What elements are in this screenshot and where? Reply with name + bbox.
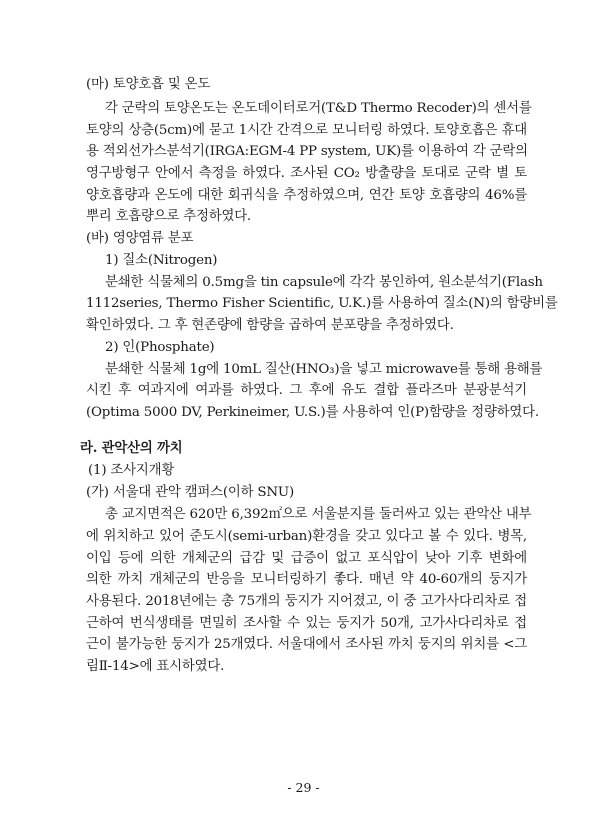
paragraph-line: 뿌리 호흡량으로 추정하였다. <box>86 209 251 224</box>
paragraph-line: 의한 까치 개체군의 반응을 모니터링하기 좋다. 매년 약 40-60개의 둥지가 <box>86 572 527 587</box>
paragraph-line: 림Ⅱ-14>에 표시하였다. <box>86 659 225 674</box>
paragraph-line: 각 군락의 토양온도는 온도데이터로거(T&D Thermo Recoder)의 센서를 <box>105 101 532 116</box>
paragraph-line: 총 교지면적은 620만 6,392㎡으로 서울분지를 둘러싸고 있는 관악산 내부 <box>105 507 532 522</box>
chapter-heading: 라. 관악산의 까치 <box>80 440 183 456</box>
paragraph-line: 1112series, Thermo Fisher Scientific, U.K.)를 사용하여 질소(N)의 함량비를 <box>86 296 558 311</box>
paragraph-line: 이입 등에 의한 개체군의 급감 및 급증이 없고 포식압이 낮아 기후 변화에 <box>86 551 527 566</box>
page-number: - 29 - <box>287 780 320 795</box>
paragraph-line: (Optima 5000 DV, Perkineimer, U.S.)를 사용하여 인(P)함량을 정량하였다. <box>86 405 539 420</box>
paragraph-line: 확인하였다. 그 후 현존량에 함량을 곱하여 분포량을 추정하였다. <box>86 318 454 333</box>
subsection-heading: (가) 서울대 관악 캠퍼스(이하 SNU) <box>86 485 294 500</box>
paragraph-line: 분쇄한 식물체 1g에 10mL 질산(HNO₃)을 넣고 microwave를 통해 용해를 <box>105 362 543 377</box>
paragraph-line: 용 적외선가스분석기(IRGA:EGM-4 PP system, UK)를 이용하여 각 군락의 <box>86 144 528 159</box>
paragraph-line: 사용된다. 2018년에는 총 75개의 둥지가 지어졌고, 이 중 고가사다리차로 접 <box>86 594 527 609</box>
section-heading: (바) 영양염류 분포 <box>86 231 194 246</box>
subsection-heading: 2) 인(Phosphate) <box>105 340 215 355</box>
section-heading: (마) 토양호흡 및 온도 <box>86 77 211 92</box>
subsection-heading: 1) 질소(Nitrogen) <box>105 253 218 268</box>
paragraph-line: 토양의 상층(5cm)에 묻고 1시간 간격으로 모니터링 하였다. 토양호흡은 휴대 <box>86 123 527 138</box>
paragraph-line: 양호흡량과 온도에 대한 회귀식을 추정하였으며, 연간 토양 호흡량의 46%를 <box>86 188 527 203</box>
paragraph-line: 분쇄한 식물체의 0.5mg을 tin capsule에 각각 봉인하여, 원소분석기(Flash <box>105 275 543 290</box>
paragraph-line: 근하여 번식생태를 면밀히 조사할 수 있는 둥지가 50개, 고가사다리차로 접 <box>86 616 527 631</box>
paragraph-line: 시킨 후 여과지에 여과를 하였다. 그 후에 유도 결합 플라즈마 분광분석기 <box>86 383 527 398</box>
subsection-heading: (1) 조사지개황 <box>88 463 175 478</box>
paragraph-line: 영구방형구 안에서 측정을 하였다. 조사된 CO₂ 방출량을 토대로 군락 별 토 <box>86 166 527 181</box>
paragraph-line: 에 위치하고 있어 준도시(semi-urban)환경을 갖고 있다고 볼 수 있다. 병목, <box>86 529 527 544</box>
paragraph-line: 근이 불가능한 둥지가 25개였다. 서울대에서 조사된 까치 둥지의 위치를 <그 <box>86 637 527 652</box>
